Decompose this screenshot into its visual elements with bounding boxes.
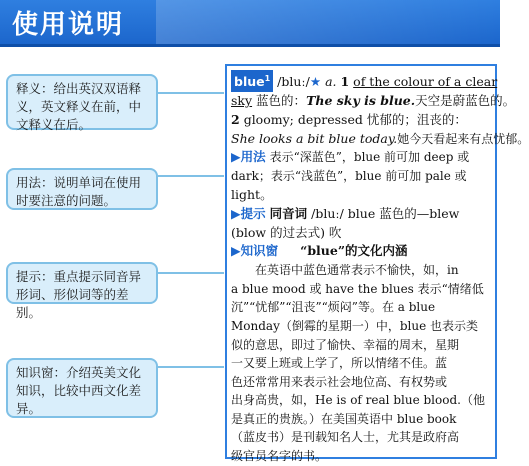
tip-line-2: (blow 的过去式) 吹: [231, 224, 342, 240]
page-title: 使用说明: [12, 10, 125, 40]
sense-number-1: 1: [340, 74, 350, 90]
leader-line-knowledge: [158, 366, 224, 368]
usage-line-2: dark；表示“浅蓝色”，blue 前可加 pale 或: [231, 169, 467, 184]
triangle-icon: ▶: [231, 205, 241, 221]
callout-tip: [6, 262, 158, 320]
knowledge-title-line: [231, 242, 491, 261]
entry-line-2: sky 蓝色的：The sky is blue.天空是蔚蓝色的。: [231, 92, 516, 108]
tip-line-1: ▶提示 同音词 /bluː/ blue 蓝色的—blew: [231, 205, 460, 221]
usage-line-3: light。: [231, 186, 273, 202]
entry-line-3: 2 gloomy; depressed 忧郁的；沮丧的：: [231, 111, 467, 127]
example-2: She looks a bit blue today.: [231, 130, 398, 146]
usage-line-1: ▶用法 表示“深蓝色”，blue 前可加 deep 或: [231, 149, 470, 165]
triangle-icon: ▶: [231, 149, 241, 165]
headword: blue$^1$: [231, 70, 273, 92]
callout-definition-text: 释义：给出英汉双语释义，英文释义在前，中文释义在后。: [16, 81, 142, 132]
callout-knowledge-text: 知识窗：介绍英美文化知识，比较中西文化差异。: [16, 365, 142, 416]
leader-line-definition: [158, 92, 224, 94]
phonetic: /bluː/: [277, 74, 310, 90]
knowledge-label: 知识窗: [240, 243, 279, 259]
callout-tip-text: 提示：重点提示同音异形词、形似词等的差别。: [16, 269, 142, 320]
entry-line-1: [231, 70, 498, 92]
header-ribbon: [156, 0, 500, 44]
leader-line-tip: [158, 272, 224, 274]
knowledge-body: 在英语中蓝色通常表示不愉快，如，in a blue mood 或 have the blues 表示“情绪低 沉”“忧郁”“沮丧”“烦闷”等。在 a blue Monday（倒霉的星期一）中，blue 也表示类 似的意思，即过了愉快、幸福的周末，星期 一又要上班或上学了，所以情绪不佳。蓝 色还常常用来表示社会地位高、有权势或 出身高贵，如，He is of real blue blood.（他 是真正的贵族。）在美国英语中 blue book （蓝皮书）是刊载知名人士，尤其是政府高 级官员名字的书。: [231, 263, 485, 464]
sense-1-definition: of the colour of a clear: [353, 74, 498, 90]
callout-usage-text: 用法：说明单词在使用时要注意的问题。: [16, 175, 142, 208]
callout-knowledge: [6, 358, 158, 418]
leader-line-usage: [158, 175, 224, 177]
part-of-speech: a.: [325, 74, 337, 90]
sense-number-2: 2: [231, 111, 240, 127]
tip-label: 提示: [240, 205, 266, 221]
usage-label: 用法: [240, 149, 266, 165]
triangle-icon: ▶: [231, 243, 241, 259]
callout-definition: [6, 74, 158, 130]
knowledge-title: “blue”的文化内涵: [300, 243, 408, 259]
header-bar: [0, 0, 500, 47]
dictionary-entry-panel: [225, 64, 529, 464]
callout-usage: [6, 168, 158, 210]
entry-line-4: She looks a bit blue today.她今天看起来有点忧郁。: [231, 130, 529, 146]
star-icon: ★: [309, 74, 322, 90]
